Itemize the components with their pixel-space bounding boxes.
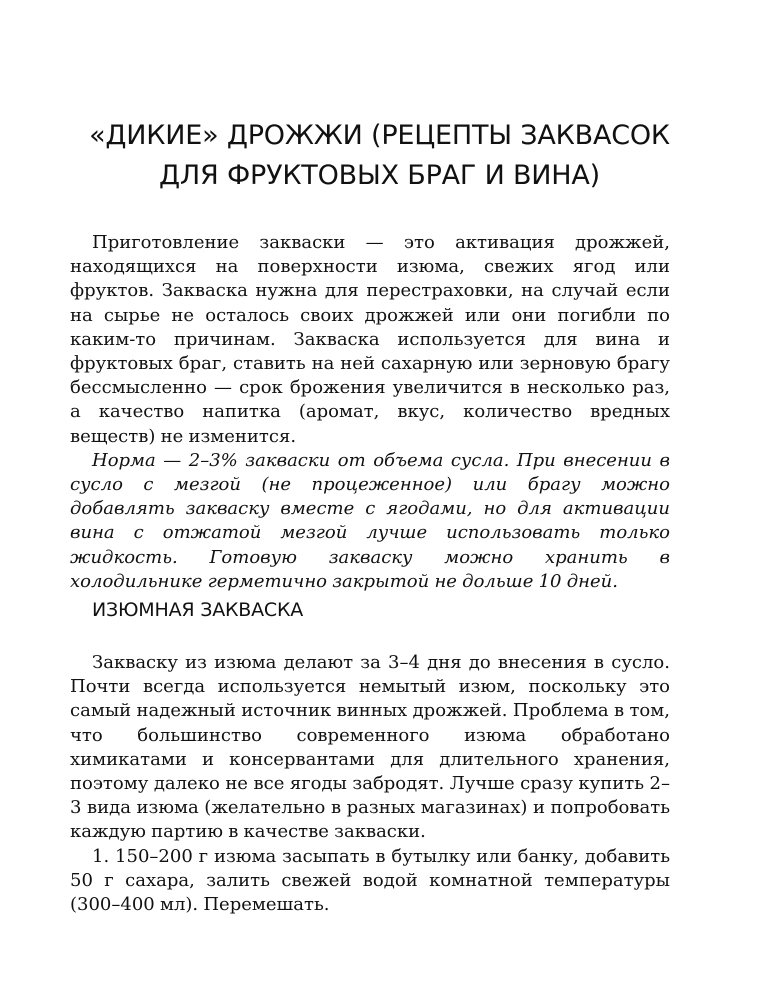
raisin-starter-heading: ИЗЮМНАЯ ЗАКВАСКА [92,599,304,621]
raisin-step-1: 1. 150–200 г изюма засыпать в бутылку или банку, добавить 50 г сахара, залить свежей водой комнатной температуры (300–400 мл). Перемешать. [70,845,670,916]
intro-text-block [70,231,670,594]
intro-paragraph: Приготовление закваски — это активация дрожжей, находящихся на поверхности изюма, свежих ягод или фруктов. Закваска нужна для перестраховки, на случай если на сырье не осталось своих дрожжей или они погибли по каким-то причинам. Закваска используется для вина и фруктовых браг, ставить на ней сахарную или зерновую брагу бессмысленно — срок брожения увеличится в несколько раз, а качество напитка (аромат, вкус, количество вредных веществ) не изменится. [70,232,670,447]
chapter-title-line-1: «ДИКИЕ» ДРОЖЖИ (РЕЦЕПТЫ ЗАКВАСОК [89,120,670,151]
raisin-text-block [70,651,670,917]
dosage-note-paragraph: Норма — 2–3% закваски от объема сусла. При внесении в сусло с мезгой (не процеженное) или брагу можно добавлять закваску вместе с ягодами, но для активации вина с отжатой мезгой лучше использовать только жидкость. Готовую закваску можно хранить в холодильнике герметично закрытой не дольше 10 дней. [70,449,670,592]
raisin-paragraph: Закваску из изюма делают за 3–4 дня до внесения в сусло. Почти всегда используется немытый изюм, поскольку это самый надежный источник винных дрожжей. Проблема в том, что большинство современного изюма обработано химикатами и консервантами для длительного хранения, поэтому далеко не все ягоды забродят. Лучше сразу купить 2–3 вида изюма (желательно в разных магазинах) и попробовать каждую партию в качестве закваски. [70,652,670,843]
chapter-title-line-2: ДЛЯ ФРУКТОВЫХ БРАГ И ВИНА) [159,160,600,191]
chapter-title [60,116,699,196]
